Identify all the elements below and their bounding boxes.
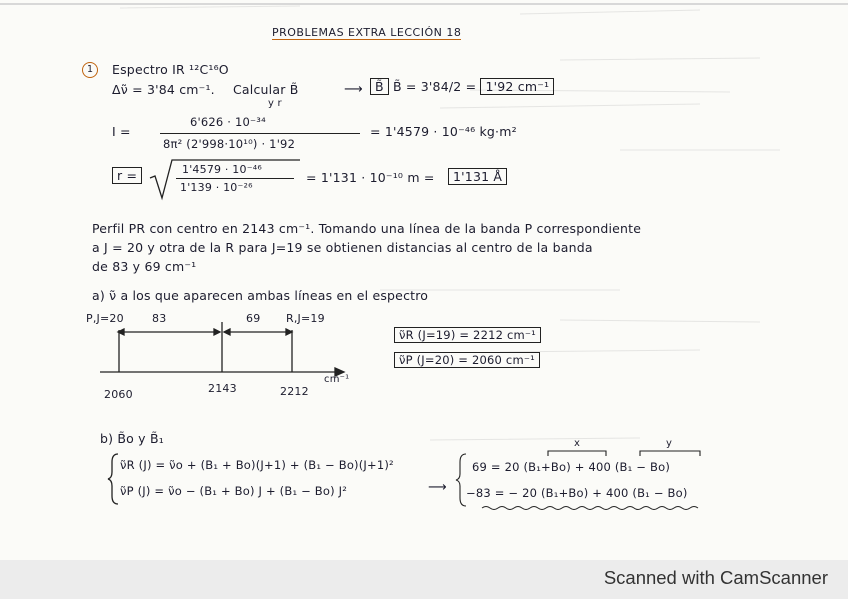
- diagram-x-left: 2060: [104, 388, 133, 401]
- calc-request: Calcular B̃: [233, 82, 299, 97]
- b-result-line: B̃ B̃ = 3'84/2 = 1'92 cm⁻¹: [370, 79, 554, 94]
- given-spacing: Δν̃ = 3'84 cm⁻¹.: [112, 82, 215, 97]
- inertia-result: = 1'4579 · 10⁻⁴⁶ kg·m²: [370, 124, 517, 139]
- diagram-dist-left: 83: [152, 312, 167, 325]
- system-equation-1: 69 = 20 (B₁+Bo) + 400 (B₁ − Bo): [472, 460, 670, 474]
- part-b-label: b) B̃o y B̃₁: [100, 431, 164, 446]
- diagram-x-right: 2212: [280, 385, 309, 398]
- spectrum-heading: Espectro IR ¹²C¹⁶O: [112, 62, 229, 77]
- equation-r-branch: ν̃R (J) = ν̃o + (B₁ + Bo)(J+1) + (B₁ − Bo)(J+1)²: [120, 458, 394, 472]
- page-title: PROBLEMAS EXTRA LECCIÓN 18: [272, 26, 462, 39]
- system-equation-2: −83 = − 20 (B₁+Bo) + 400 (B₁ − Bo): [466, 486, 688, 500]
- diagram-x-center: 2143: [208, 382, 237, 395]
- r-label: r =: [112, 167, 142, 184]
- inertia-numerator: 6'626 · 10⁻³⁴: [190, 115, 266, 129]
- inertia-label: I =: [112, 124, 131, 139]
- var-y-label: y: [666, 438, 673, 449]
- calc-request-sub: y r: [268, 98, 282, 109]
- arrow-icon-2: ⟶: [428, 480, 447, 495]
- inertia-denominator: 8π² (2'998·10¹⁰) · 1'92: [163, 137, 296, 151]
- diagram-unit: cm⁻¹: [324, 374, 350, 385]
- scanner-watermark: Scanned with CamScanner: [603, 567, 828, 588]
- problem-number-circle: 1: [82, 62, 98, 78]
- r-numerator: 1'4579 · 10⁻⁴⁶: [182, 163, 262, 176]
- b-result: B̃ = 3'84/2: [392, 79, 462, 94]
- problem-text-line-3: de 83 y 69 cm⁻¹: [92, 259, 197, 274]
- diagram-dist-right: 69: [246, 312, 261, 325]
- equation-p-branch: ν̃P (J) = ν̃o − (B₁ + Bo) J + (B₁ − Bo) J²: [120, 484, 348, 498]
- b-symbol-box: B̃: [370, 78, 389, 95]
- part-a-label: a) ν̃ a los que aparecen ambas líneas en el espectro: [92, 288, 429, 303]
- problem-text-line-1: Perfil PR con centro en 2143 cm⁻¹. Tomando una línea de la banda P correspondiente: [92, 221, 642, 236]
- r-result: = 1'131 · 10⁻¹⁰ m =: [306, 170, 435, 185]
- problem-text-line-2: a J = 20 y otra de la R para J=19 se obtienen distancias al centro de la banda: [92, 240, 593, 255]
- r-boxed-result: 1'131 Å: [448, 168, 507, 185]
- diagram-r-label: R,J=19: [286, 312, 325, 325]
- arrow-icon: ⟶: [344, 82, 363, 97]
- r-denominator: 1'139 · 10⁻²⁶: [180, 181, 253, 194]
- var-x-label: x: [574, 438, 581, 449]
- b-boxed-result: 1'92 cm⁻¹: [480, 78, 554, 95]
- diagram-p-label: P,J=20: [86, 312, 124, 325]
- result-p-box: ν̃P (J=20) = 2060 cm⁻¹: [394, 352, 540, 368]
- result-r-box: ν̃R (J=19) = 2212 cm⁻¹: [394, 327, 541, 343]
